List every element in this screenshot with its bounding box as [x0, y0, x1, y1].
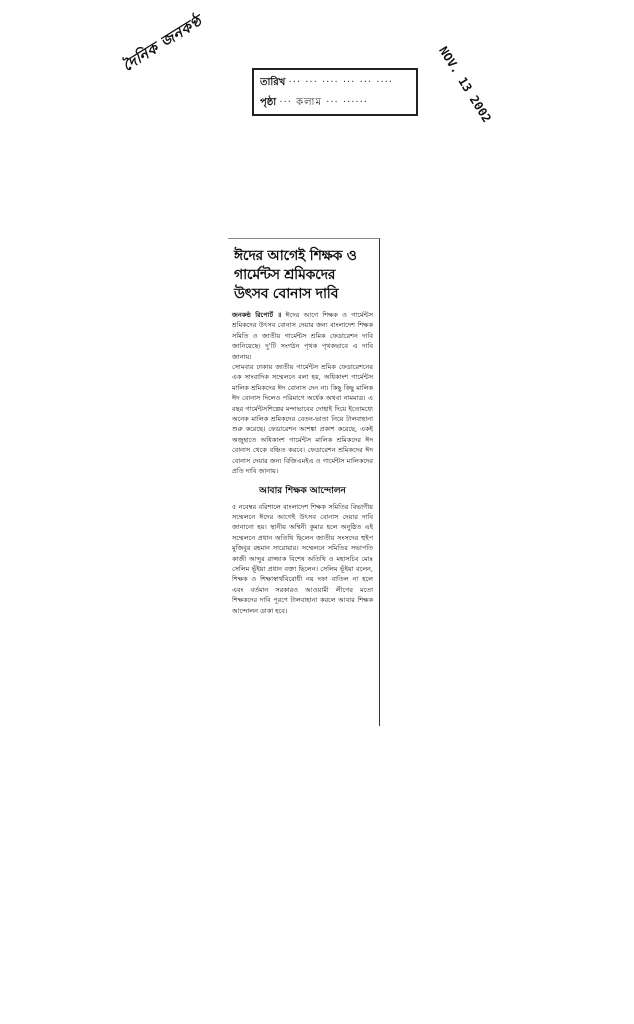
headline-line: গার্মেন্টস শ্রমিকদের [234, 267, 336, 283]
news-clipping [228, 238, 380, 726]
stamp-date-value: ··· ··· ···· ··· ··· ···· [288, 77, 393, 88]
clipping-stamp [252, 68, 418, 116]
stamp-page-value: ··· কলাম ··· ······ [279, 97, 368, 108]
headline-line: ঈদের আগেই শিক্ষক ও [234, 248, 357, 264]
article-paragraph: সোমবার ঢাকায় জাতীয় গার্মেন্টস শ্রমিক ফেডারেশনের এক সাংবাদিক সম্মেলনে বলা হয়, অধিকাংশ গার্মেন্টস মালিক শ্রমিকদের ঈদ বোনাস দেন না। কিছু কিছু মালিক ঈদ বোনাস দিলেও পরিমাণে অর্ধেক অথবা নামমাত্র। এ বছর গার্মেন্টসশিল্পের মন্দাভাবের দোহাই দিয়ে ইতোমধ্যে অনেক মালিক শ্রমিকদের বেতন-ভাতা নিয়ে টালবাহানা শুরু করেছে। ফেডারেশন আশঙ্কা প্রকাশ করেছে, একই অজুহাতে অধিকাংশ গার্মেন্টস মালিক শ্রমিকদের ঈদ বোনাস থেকে বঞ্চিত করবে। ফেডারেশন শ্রমিকদের ঈদ বোনাস দেয়ার জন্য বিজিএমইএ ও গার্মেন্টস মালিকদের প্রতি দাবি জানায়। [232, 363, 373, 476]
headline-line: উৎসব বোনাস দাবি [234, 286, 339, 302]
date-stamp: NOV. 13 2002 [436, 44, 494, 125]
article-paragraph-text: ঈদের আগে শিক্ষক ও গার্মেন্টস শ্রমিকদের উৎসব বোনাস দেয়ার জন্য বাংলাদেশ শিক্ষক সমিতি ও জাতীয় গার্মেন্টস শ্রমিক ফেডারেশন দাবি জানিয়েছে। দু'টি সংগঠন পৃথক পৃথকভাবে এ দাবি জানায়। [232, 311, 373, 361]
article-headline [234, 247, 373, 304]
stamp-page-label: পৃষ্ঠা [260, 97, 277, 108]
article-paragraph [232, 310, 373, 362]
stamp-date-row [260, 73, 410, 93]
article-paragraph: ৫ নবেম্বর বরিশালে বাংলাদেশ শিক্ষক সমিতির বিভাগীয় সম্মেলনে ঈদের আগেই উৎসব বোনাস দেয়ার দাবি জানানো হয়। স্থানীয় অশ্বিনী কুমার হলে অনুষ্ঠিত এই সম্মেলনে প্রধান অতিথি ছিলেন জাতীয় সংসদের হুইপ মুজিবুর রহমান সারোয়ার। সম্মেলনে সমিতির সভাপতি কাজী আব্দুর রাজ্জাক বিশেষ অতিথি ও মহাসচিব মোঃ সেলিম ভূঁইয়া প্রধান বক্তা ছিলেন। সেলিম ভূঁইয়া বলেন, শিক্ষক ও শিক্ষাস্বার্থবিরোধী নয় দফা বাতিল না হলে এবং বর্তমান সরকারও আওয়ামী লীগের মতো শিক্ষকদের দাবি পূরণে টালবাহানা করলে আবার শিক্ষক আন্দোলন ডাকা হবে। [232, 502, 373, 615]
newspaper-masthead: দৈনিক জনকণ্ঠ [119, 11, 206, 75]
stamp-date-label: তারিখ [260, 77, 286, 88]
article-byline: জনকণ্ঠ রিপোর্ট ॥ [232, 311, 282, 319]
stamp-page-row [260, 93, 410, 113]
article-subhead: আবার শিক্ষক আন্দোলন [259, 485, 346, 496]
